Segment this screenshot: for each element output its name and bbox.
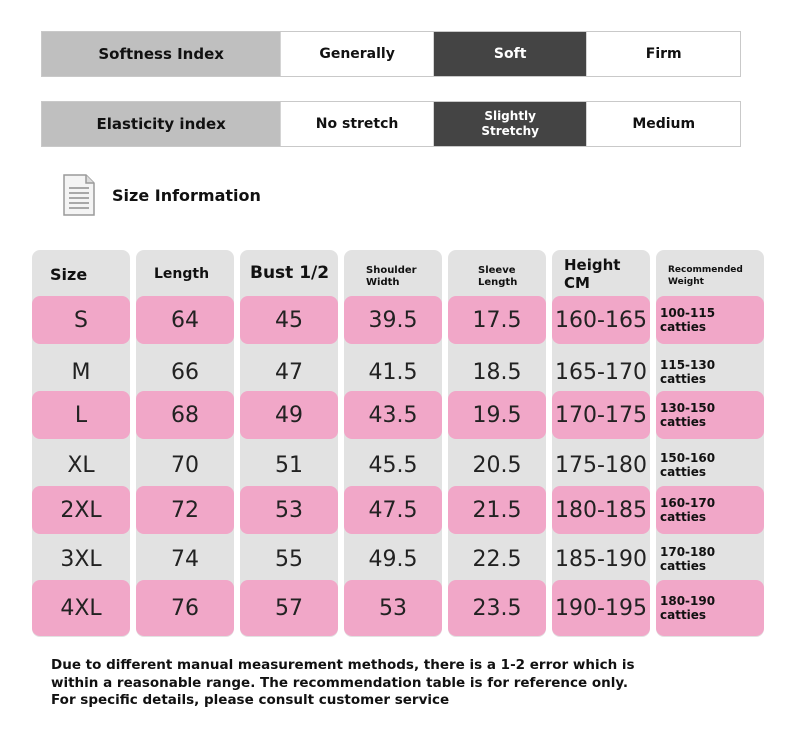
column-sleeve-length [448, 250, 546, 637]
cell-height: 175-180 [552, 441, 650, 489]
cell-weight: 150-160 catties [656, 441, 764, 489]
cell-length: 64 [136, 296, 234, 344]
cell-size: XL [32, 441, 130, 489]
cell-size: M [32, 348, 130, 396]
elasticity-option-slightly-stretchy: Slightly Stretchy [434, 102, 588, 146]
cell-weight: 170-180 catties [656, 535, 764, 583]
cell-shoulder: 39.5 [344, 296, 442, 344]
cell-shoulder: 53 [344, 580, 442, 636]
cell-bust: 49 [240, 391, 338, 439]
cell-shoulder: 41.5 [344, 348, 442, 396]
column-size [32, 250, 130, 637]
header-sleeve-length: Sleeve Length [478, 265, 518, 288]
cell-height: 165-170 [552, 348, 650, 396]
document-icon [62, 174, 96, 216]
column-recommended-weight [656, 250, 764, 637]
cell-shoulder: 47.5 [344, 486, 442, 534]
header-bust: Bust 1/2 [250, 263, 330, 283]
cell-size: 3XL [32, 535, 130, 583]
cell-sleeve: 23.5 [448, 580, 546, 636]
cell-sleeve: 17.5 [448, 296, 546, 344]
column-length [136, 250, 234, 637]
cell-size: 4XL [32, 580, 130, 636]
size-information-heading [62, 174, 261, 216]
header-size: Size [50, 264, 88, 284]
softness-option-firm: Firm [587, 32, 740, 76]
cell-length: 72 [136, 486, 234, 534]
cell-length: 74 [136, 535, 234, 583]
cell-size: L [32, 391, 130, 439]
elasticity-option-no-stretch: No stretch [281, 102, 434, 146]
cell-length: 70 [136, 441, 234, 489]
cell-weight: 115-130 catties [656, 348, 764, 396]
elasticity-index-bar [41, 101, 741, 147]
cell-bust: 55 [240, 535, 338, 583]
cell-sleeve: 22.5 [448, 535, 546, 583]
cell-height: 160-165 [552, 296, 650, 344]
softness-option-soft: Soft [434, 32, 588, 76]
cell-weight: 180-190 catties [656, 580, 764, 636]
cell-sleeve: 21.5 [448, 486, 546, 534]
cell-bust: 57 [240, 580, 338, 636]
header-length: Length [154, 266, 210, 282]
cell-height: 180-185 [552, 486, 650, 534]
cell-size: S [32, 296, 130, 344]
cell-bust: 51 [240, 441, 338, 489]
header-recommended-weight: Recommended Weight [668, 265, 743, 287]
cell-weight: 160-170 catties [656, 486, 764, 534]
header-shoulder-width: Shoulder Width [366, 265, 417, 288]
cell-length: 66 [136, 348, 234, 396]
cell-shoulder: 43.5 [344, 391, 442, 439]
cell-size: 2XL [32, 486, 130, 534]
cell-height: 185-190 [552, 535, 650, 583]
column-shoulder-width [344, 250, 442, 637]
cell-weight: 100-115 catties [656, 296, 764, 344]
cell-bust: 45 [240, 296, 338, 344]
cell-shoulder: 45.5 [344, 441, 442, 489]
size-table [32, 250, 764, 637]
cell-shoulder: 49.5 [344, 535, 442, 583]
elasticity-option-medium: Medium [587, 102, 740, 146]
cell-bust: 53 [240, 486, 338, 534]
cell-length: 76 [136, 580, 234, 636]
cell-sleeve: 20.5 [448, 441, 546, 489]
cell-height: 190-195 [552, 580, 650, 636]
cell-sleeve: 19.5 [448, 391, 546, 439]
size-information-title: Size Information [112, 185, 261, 205]
cell-weight: 130-150 catties [656, 391, 764, 439]
softness-index-bar [41, 31, 741, 77]
column-height [552, 250, 650, 637]
cell-sleeve: 18.5 [448, 348, 546, 396]
softness-option-generally: Generally [281, 32, 434, 76]
softness-index-label: Softness Index [42, 32, 281, 76]
header-height: Height CM [564, 256, 621, 292]
cell-bust: 47 [240, 348, 338, 396]
column-bust [240, 250, 338, 637]
cell-height: 170-175 [552, 391, 650, 439]
measurement-note: Due to different manual measurement methods, there is a 1-2 error which is within a reasonable range. The recommendation table is for reference only. For specific details, please consult customer service [51, 657, 635, 708]
elasticity-index-label: Elasticity index [42, 102, 281, 146]
cell-length: 68 [136, 391, 234, 439]
